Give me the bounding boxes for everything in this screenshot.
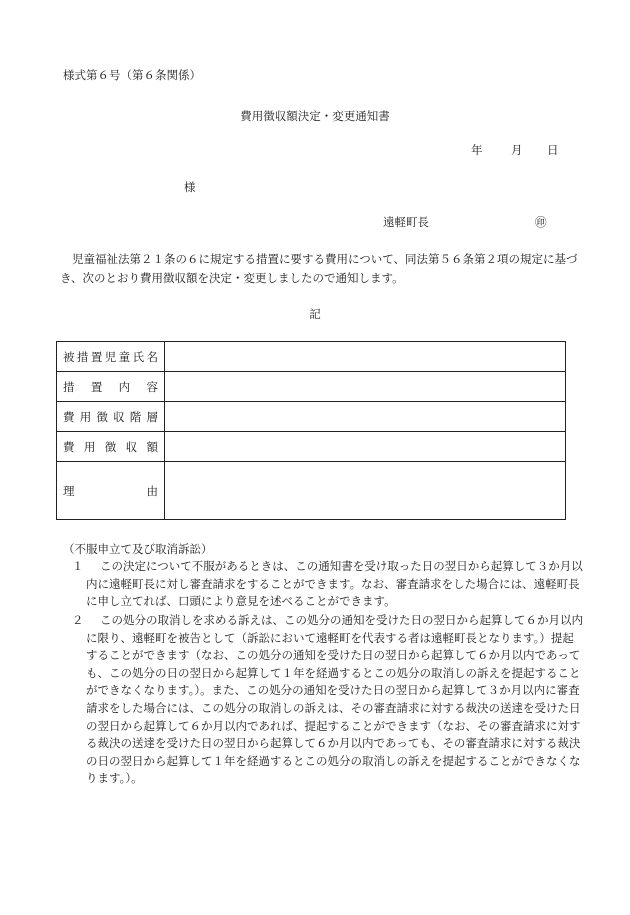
- appeal-item-text: この決定について不服があるときは、この通知書を受け取った日の翌日から起算して３か月以内に遠軽町長に対し審査請求をすることができます。なお、審査請求をした場合には、遠軽町長に申し立てれば、口頭により意見を述べることができます。: [86, 559, 583, 609]
- row-label-reason: 理由: [57, 462, 165, 520]
- ki-heading: 記: [309, 307, 321, 321]
- date-day-label: 日: [547, 143, 559, 157]
- row-value-reason: [165, 462, 566, 520]
- row-value-tier: [165, 402, 566, 432]
- table-row: [57, 462, 566, 520]
- recipient-suffix: 様: [184, 180, 196, 194]
- row-label-tier: 費用徴収階層: [57, 402, 165, 432]
- row-label-amount: 費用徴収額: [57, 432, 165, 462]
- table-row: [57, 402, 566, 432]
- date-month-label: 月: [511, 143, 523, 157]
- appeal-item-number: ２: [72, 613, 84, 627]
- appeal-item-number: １: [72, 559, 84, 573]
- row-value-child-name: [165, 342, 566, 372]
- document-title: 費用徴収額決定・変更通知書: [240, 109, 390, 123]
- form-number: 様式第６号（第６条関係）: [63, 68, 201, 82]
- appeal-item-text: この処分の取消しを求める訴えは、この処分の通知を受けた日の翌日から起算して６か月以内に限り、遠軽町を被告として（訴訟において遠軽町を代表する者は遠軽町長となります。）提起することができます（なお、この処分の通知を受けた日の翌日から起算して６か月以内であっても、この処分の日の翌日から起算して１年を経過するとこの処分の取消しの訴えを提起することができなくなります。）。また、この処分の通知を受けた日の翌日から起算して３か月以内に審査請求をした場合には、この処分の取消しの訴えは、その審査請求に対する裁決の送達を受けた日の翌日から起算して６か月以内であれば、提起することができます（なお、その審査請求に対する裁決の送達を受けた日の翌日から起算して６か月以内であっても、その審査請求に対する裁決の日の翌日から起算して１年を経過するとこの処分の取消しの訴えを提起することができなくなります。）。: [86, 613, 583, 786]
- row-label-child-name: 被措置児童氏名: [57, 342, 165, 372]
- date-year-label: 年: [471, 143, 483, 157]
- intro-paragraph: 児童福祉法第２１条の６に規定する措置に要する費用について、同法第５６条第２項の規定に基づき、次のとおり費用徴収額を決定・変更しましたので通知します。: [60, 252, 578, 285]
- appeal-title: （不服申立て及び取消訴訟）: [63, 542, 213, 556]
- info-table: [56, 341, 566, 520]
- table-row: [57, 372, 566, 402]
- table-row: [57, 342, 566, 372]
- row-value-amount: [165, 432, 566, 462]
- table-row: [57, 432, 566, 462]
- seal-mark: ㊞: [535, 215, 547, 229]
- row-label-measure: 措置内容: [57, 372, 165, 402]
- issuer-name: 遠軽町長: [383, 215, 429, 229]
- row-value-measure: [165, 372, 566, 402]
